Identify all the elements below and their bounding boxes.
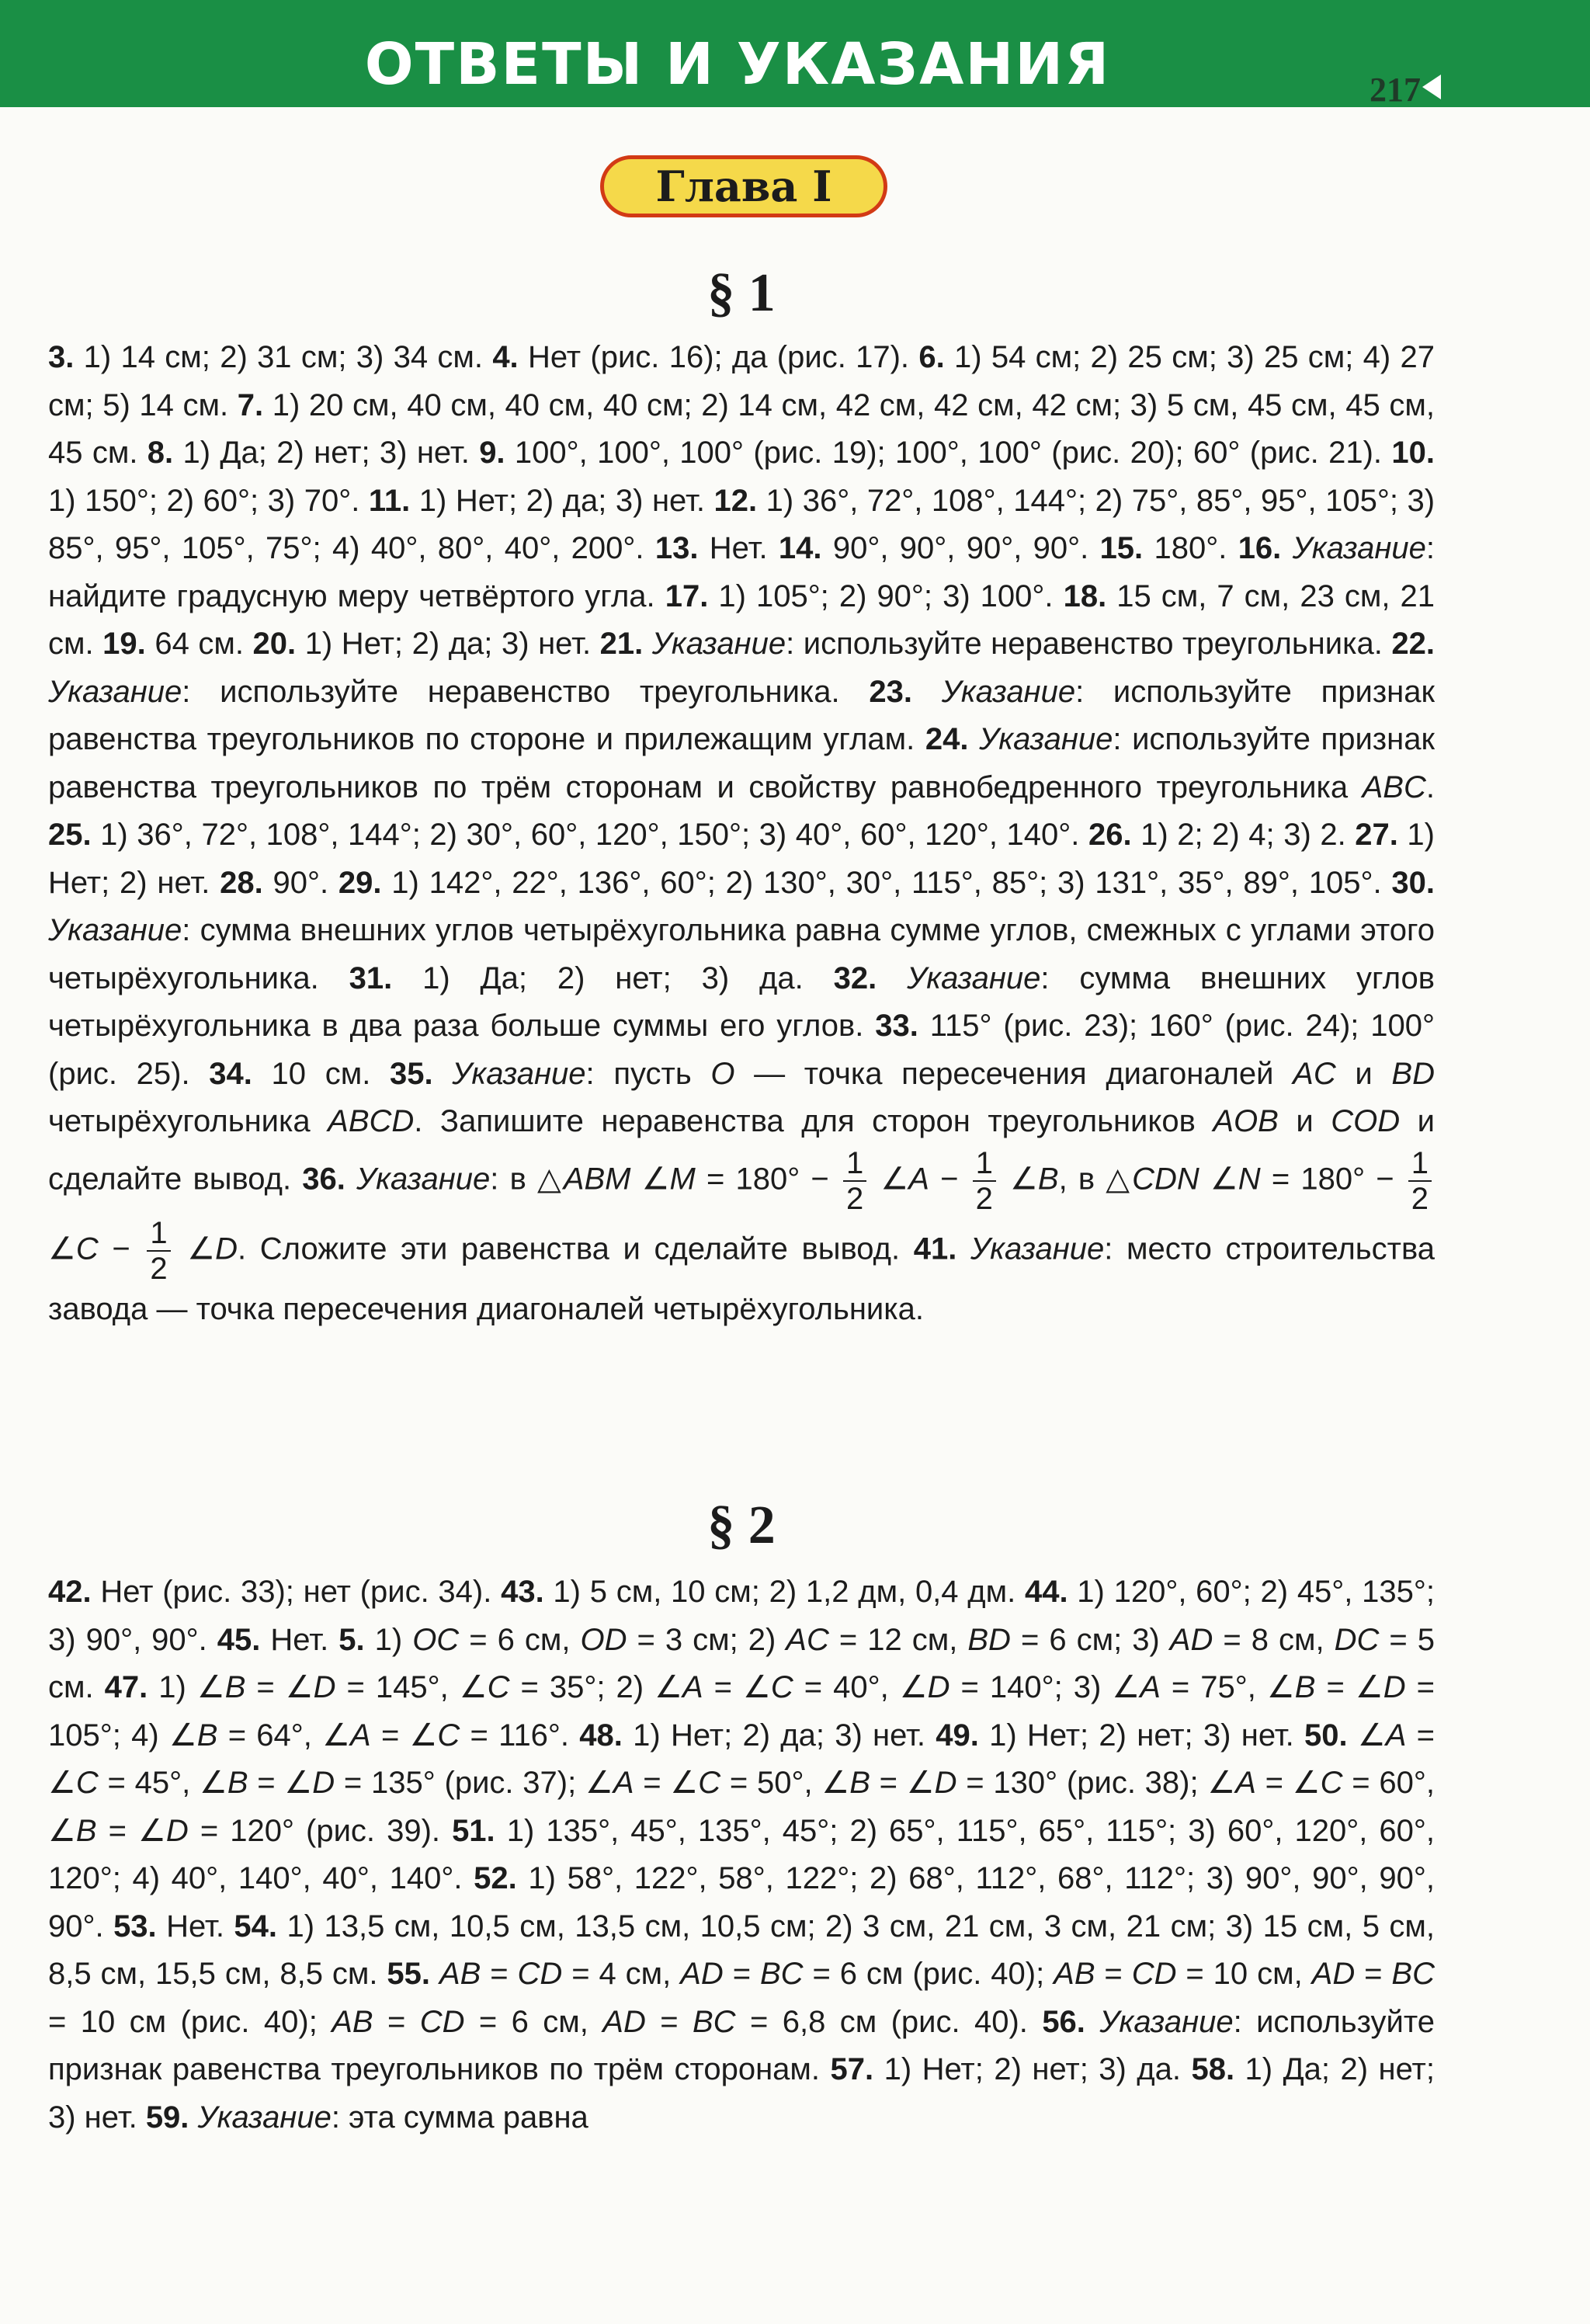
answer-text: 1) Да; 2) нет; 3) нет.: [48, 2052, 1435, 2135]
italic-term: AB: [1054, 1957, 1095, 1991]
answer-text: ∠: [173, 1231, 216, 1266]
exercise-number: 32.: [833, 961, 877, 995]
answer-text: 1) 54 см; 2) 25 см; 3) 25 см; 4) 27 см; 5) 14 см.: [48, 340, 1435, 422]
italic-term: A: [908, 1162, 929, 1197]
answer-text: ∠: [48, 1231, 76, 1266]
exercise-number: 25.: [48, 818, 92, 852]
answer-text: : используйте признак равенства треугольников по трём сторонам и свойству равнобедренного треугольника: [48, 722, 1435, 804]
italic-term: C: [1320, 1766, 1343, 1800]
exercise-number: 6.: [918, 340, 945, 374]
answer-text: : эта сумма равна: [331, 2100, 588, 2135]
italic-term: AD: [1311, 1957, 1356, 1991]
answer-text: = 3 см; 2): [627, 1622, 786, 1657]
exercise-number: 20.: [252, 627, 297, 661]
italic-term: AD: [1169, 1622, 1213, 1657]
answer-text: = ∠: [1315, 1670, 1383, 1704]
italic-term: AOB: [1213, 1104, 1279, 1138]
answer-text: 1) 2; 2) 4; 3) 2.: [1131, 818, 1356, 852]
answer-text: = 75°, ∠: [1160, 1670, 1295, 1704]
answer-text: = 4 см,: [562, 1957, 681, 1991]
answer-text: 1) 20 см, 40 см, 40 см, 40 см; 2) 14 см, 42 см, 42 см, 42 см; 3) 5 см, 45 см, 45 см, 45 см.: [48, 387, 1435, 470]
answer-text: . Запишите неравенства для сторон треугольников: [414, 1104, 1213, 1138]
page-marker-arrow-icon: [1422, 75, 1441, 99]
answer-text: 1) 13,5 см, 10,5 см, 13,5 см, 10,5 см; 2) 3 см, 21 см, 3 см, 21 см; 3) 15 см, 5 см, 8,5 см, 15,5 см, 8,5 см.: [48, 1909, 1436, 1991]
exercise-number: 48.: [579, 1718, 623, 1753]
answer-text: : место строительства завода — точка пересечения диагоналей четырёхугольника.: [48, 1231, 1435, 1326]
answer-text: = 180° −: [1260, 1162, 1405, 1197]
exercise-number: 55.: [387, 1957, 431, 1991]
answer-text: = 60°, ∠: [48, 1766, 1435, 1848]
answer-text: =: [723, 1957, 760, 1991]
fraction-denominator: 2: [1411, 1181, 1429, 1216]
exercise-number: 41.: [913, 1231, 957, 1266]
answer-text: = 50°, ∠: [720, 1766, 850, 1800]
answer-text: = ∠: [870, 1766, 935, 1800]
answer-text: =: [1095, 1957, 1132, 1991]
answer-text: [956, 1231, 970, 1266]
answer-text: 100°, 100°, 100° (рис. 19); 100°, 100° (рис. 20); 60° (рис. 21).: [505, 436, 1392, 470]
answer-text: 1) 142°, 22°, 136°, 60°; 2) 130°, 30°, 115°, 85°; 3) 131°, 35°, 89°, 105°.: [381, 865, 1392, 900]
exercise-number: 7.: [237, 387, 264, 422]
answer-text: [643, 627, 652, 661]
answer-text: — точка пересечения диагоналей: [734, 1056, 1293, 1091]
italic-term: A: [682, 1670, 703, 1704]
exercise-number: 50.: [1304, 1718, 1348, 1753]
answer-text: = 45°, ∠: [98, 1766, 227, 1800]
answer-text: = 8 см,: [1213, 1622, 1335, 1657]
answer-text: 1) 5 см, 10 см; 2) 1,2 дм, 0,4 дм.: [543, 1575, 1025, 1609]
answer-text: ∠: [1347, 1718, 1386, 1753]
exercise-number: 28.: [220, 865, 263, 900]
answer-text: [345, 1162, 356, 1196]
exercise-number: 24.: [925, 722, 969, 756]
exercise-number: 56.: [1042, 2004, 1085, 2039]
italic-term: OD: [580, 1622, 627, 1657]
answer-text: = 6,8 см (рис. 40).: [735, 2004, 1043, 2039]
italic-term: Указание: [48, 674, 182, 709]
answer-text: .: [1425, 769, 1435, 804]
exercise-number: 58.: [1191, 2052, 1235, 2086]
exercise-number: 42.: [48, 1575, 92, 1609]
answer-text: 1) Да; 2) нет; 3) нет.: [173, 436, 480, 470]
header-bar: [0, 0, 1590, 107]
italic-term: D: [313, 1670, 336, 1704]
italic-term: B: [224, 1670, 246, 1704]
answer-text: 1) 150°; 2) 60°; 3) 70°.: [48, 483, 369, 518]
answer-text: 1) Нет; 2) да; 3) нет.: [622, 1718, 936, 1753]
answer-text: 90°, 90°, 90°, 90°.: [821, 531, 1100, 565]
italic-term: C: [770, 1670, 793, 1704]
italic-term: Указание: [356, 1162, 491, 1197]
answer-text: 1) Нет; 2) да; 3) нет.: [296, 627, 600, 661]
answer-text: Нет.: [260, 1622, 339, 1657]
exercise-number: 36.: [302, 1162, 345, 1197]
italic-term: AC: [1293, 1056, 1336, 1091]
italic-term: B: [849, 1766, 870, 1800]
answer-text: = 6 см,: [459, 1622, 581, 1657]
exercise-number: 53.: [113, 1909, 157, 1944]
answer-text: [1281, 531, 1292, 565]
exercise-number: 9.: [479, 436, 505, 470]
italic-term: C: [75, 1766, 99, 1800]
answer-text: 1) 36°, 72°, 108°, 144°; 2) 30°, 60°, 120°, 150°; 3) 40°, 60°, 120°, 140°.: [91, 818, 1088, 852]
answer-text: = 35°; 2) ∠: [509, 1670, 682, 1704]
italic-term: B: [227, 1766, 248, 1800]
italic-term: ABC: [1362, 769, 1426, 804]
italic-term: Указание: [197, 2100, 332, 2135]
italic-term: AB: [332, 2004, 373, 2039]
answer-text: = 6 см,: [464, 2004, 603, 2039]
italic-term: C: [698, 1766, 721, 1800]
answer-text: = 10 см,: [1176, 1957, 1312, 1991]
italic-term: Указание: [941, 674, 1076, 709]
italic-term: N: [1238, 1162, 1261, 1197]
section-heading-2: § 2: [707, 1495, 776, 1555]
exercise-number: 47.: [104, 1670, 148, 1704]
answer-text: : сумма внешних углов четырёхугольника в два раза больше суммы его углов.: [48, 961, 1435, 1043]
italic-term: OC: [412, 1622, 460, 1657]
answer-text: 1) 135°, 45°, 135°, 45°; 2) 65°, 115°, 65°, 115°; 3) 60°, 120°, 60°, 120°; 4) 40°, 140°, 40°, 140°.: [48, 1813, 1435, 1895]
italic-term: D: [1383, 1670, 1406, 1704]
answer-text: = ∠: [634, 1766, 699, 1800]
exercise-number: 22.: [1391, 627, 1436, 661]
answer-text: 1) ∠: [148, 1670, 225, 1704]
exercise-number: 51.: [452, 1813, 495, 1848]
italic-term: A: [1140, 1670, 1161, 1704]
exercise-number: 31.: [349, 961, 393, 995]
answer-text: Нет.: [698, 531, 779, 565]
italic-term: Указание: [907, 961, 1041, 995]
answer-text: 15 см, 7 см, 23 см, 21 см.: [48, 578, 1436, 661]
italic-term: Указание: [452, 1056, 586, 1091]
exercise-number: 54.: [234, 1909, 278, 1944]
italic-term: A: [613, 1766, 634, 1800]
answer-text: [877, 961, 907, 995]
answer-text: 1) 36°, 72°, 108°, 144°; 2) 75°, 85°, 95°, 105°; 3) 85°, 95°, 105°, 75°; 4) 40°, 80°, 40°, 200°.: [48, 483, 1436, 565]
exercise-number: 16.: [1238, 531, 1282, 565]
section-1-answers: [48, 334, 1435, 1333]
italic-term: D: [927, 1670, 950, 1704]
answer-text: = 6 см (рис. 40);: [803, 1957, 1054, 1991]
answer-text: . Сложите эти равенства и сделайте вывод.: [238, 1231, 914, 1266]
fraction: [843, 1146, 866, 1216]
italic-term: B: [196, 1718, 218, 1753]
italic-term: AC: [786, 1622, 829, 1657]
exercise-number: 21.: [599, 627, 644, 661]
italic-term: BC: [759, 1957, 804, 1991]
exercise-number: 27.: [1355, 818, 1398, 852]
italic-term: BD: [1391, 1056, 1435, 1091]
answer-text: Нет (рис. 16); да (рис. 17).: [518, 340, 919, 374]
italic-term: ABM: [563, 1162, 631, 1197]
exercise-number: 45.: [217, 1622, 261, 1657]
answer-text: четырёхугольника: [48, 1104, 328, 1138]
answer-text: ∠: [870, 1162, 909, 1197]
answer-text: 1) Да; 2) нет; 3) да.: [392, 961, 834, 995]
exercise-number: 30.: [1391, 865, 1435, 900]
page-number: 217: [1370, 71, 1421, 109]
answer-text: ∠: [1199, 1162, 1238, 1197]
fraction-denominator: 2: [150, 1251, 168, 1286]
fraction-numerator: 1: [1408, 1146, 1432, 1182]
answer-text: = 10 см (рис. 40);: [48, 2004, 332, 2039]
answer-text: : используйте признак равенства треугольников по стороне и прилежащим углам.: [48, 674, 1436, 756]
answer-text: =: [1355, 1957, 1392, 1991]
answer-text: [912, 675, 942, 709]
answer-text: = 6 см; 3): [1010, 1622, 1170, 1657]
answer-text: = 105°; 4) ∠: [48, 1670, 1435, 1753]
italic-term: Указание: [1099, 2004, 1234, 2039]
exercise-number: 26.: [1088, 818, 1132, 852]
exercise-number: 11.: [368, 483, 411, 518]
answer-text: 1) Нет; 2) нет; 3) да.: [873, 2052, 1192, 2086]
exercise-number: 15.: [1099, 531, 1144, 565]
italic-term: CD: [419, 2004, 465, 2039]
answer-text: 1) Нет; 2) да; 3) нет.: [410, 483, 714, 518]
answer-text: = 135° (рис. 37); ∠: [335, 1766, 613, 1800]
answer-text: [189, 2100, 197, 2135]
answer-text: Нет (рис. 33); нет (рис. 34).: [91, 1575, 502, 1609]
exercise-number: 5.: [338, 1622, 365, 1657]
fraction: [973, 1146, 996, 1216]
italic-term: Указание: [48, 913, 182, 947]
exercise-number: 10.: [1391, 436, 1435, 470]
answer-text: 1): [364, 1622, 413, 1657]
answer-text: = 120° (рис. 39).: [188, 1813, 453, 1848]
exercise-number: 4.: [492, 340, 519, 374]
answer-text: 1) 14 см; 2) 31 см; 3) 34 см.: [74, 340, 493, 374]
answer-text: [433, 1057, 453, 1091]
answer-text: = 180° −: [695, 1162, 840, 1197]
exercise-number: 13.: [654, 531, 699, 565]
fraction-numerator: 1: [843, 1146, 866, 1182]
italic-term: C: [487, 1670, 510, 1704]
answer-text: [430, 1957, 439, 1991]
answer-text: ∠: [998, 1162, 1038, 1197]
fraction-denominator: 2: [975, 1181, 993, 1216]
exercise-number: 12.: [713, 483, 758, 518]
italic-term: D: [312, 1766, 335, 1800]
italic-term: Указание: [1292, 531, 1426, 565]
italic-term: C: [75, 1231, 99, 1266]
answer-text: 180°.: [1143, 531, 1238, 565]
answer-text: 64 см.: [145, 627, 253, 661]
answer-text: =: [481, 1957, 518, 1991]
fraction-numerator: 1: [973, 1146, 996, 1182]
answer-text: и: [1335, 1056, 1392, 1091]
exercise-number: 52.: [474, 1861, 517, 1895]
italic-term: DC: [1334, 1622, 1380, 1657]
answer-text: = ∠: [48, 1718, 1435, 1800]
italic-term: CDN: [1132, 1162, 1199, 1197]
answer-text: [969, 722, 980, 756]
answer-text: =: [373, 2004, 420, 2039]
italic-term: BC: [1391, 1957, 1435, 1991]
answer-text: : найдите градусную меру четвёртого угла.: [48, 531, 1436, 613]
italic-term: D: [215, 1231, 238, 1266]
italic-term: Указание: [651, 627, 786, 661]
italic-term: D: [934, 1766, 957, 1800]
page-header-title: ОТВЕТЫ И УКАЗАНИЯ: [364, 31, 1111, 98]
answer-text: 1) Нет; 2) нет.: [48, 818, 1435, 900]
exercise-number: 18.: [1063, 578, 1107, 613]
italic-term: AD: [602, 2004, 646, 2039]
answer-text: = ∠: [703, 1670, 771, 1704]
answer-text: = ∠: [1255, 1766, 1321, 1800]
italic-term: AD: [680, 1957, 724, 1991]
italic-term: Указание: [970, 1231, 1105, 1266]
answer-text: = 140°; 3) ∠: [949, 1670, 1140, 1704]
exercise-number: 43.: [501, 1575, 544, 1609]
italic-term: BD: [967, 1622, 1011, 1657]
italic-term: B: [1294, 1670, 1316, 1704]
exercise-number: 29.: [338, 865, 382, 900]
chapter-badge: Глава I: [600, 155, 887, 217]
italic-term: A: [1385, 1718, 1407, 1753]
answer-text: : в △: [490, 1162, 564, 1197]
exercise-number: 34.: [209, 1056, 252, 1091]
answer-text: = 116°.: [460, 1718, 580, 1753]
fraction-denominator: 2: [845, 1181, 864, 1216]
exercise-number: 49.: [936, 1718, 979, 1753]
exercise-number: 3.: [48, 340, 75, 374]
italic-term: CD: [517, 1957, 563, 1991]
answer-text: = ∠: [248, 1766, 313, 1800]
italic-term: B: [75, 1813, 97, 1848]
italic-term: CD: [1131, 1957, 1177, 1991]
italic-term: COD: [1331, 1104, 1401, 1138]
answer-text: = 12 см,: [828, 1622, 968, 1657]
italic-term: AB: [439, 1957, 481, 1991]
exercise-number: 59.: [145, 2100, 189, 2135]
answer-text: 1) Нет; 2) нет; 3) нет.: [978, 1718, 1304, 1753]
exercise-number: 57.: [830, 2052, 874, 2086]
fraction-numerator: 1: [147, 1216, 170, 1252]
section-heading-1: § 1: [707, 263, 776, 323]
italic-term: O: [710, 1056, 735, 1091]
answer-text: = ∠: [96, 1813, 166, 1848]
italic-term: ABCD: [328, 1104, 415, 1138]
exercise-number: 44.: [1024, 1575, 1068, 1609]
italic-term: A: [350, 1718, 371, 1753]
answer-text: : сумма внешних углов четырёхугольника равна сумме углов, смежных с углами этого четырёхугольника.: [48, 913, 1435, 995]
answer-text: [1085, 2005, 1099, 2039]
answer-text: : используйте неравенство треугольника.: [786, 627, 1392, 661]
exercise-number: 14.: [778, 531, 822, 565]
fraction: [1408, 1146, 1432, 1216]
exercise-number: 35.: [390, 1056, 433, 1091]
answer-text: и: [1278, 1104, 1331, 1138]
exercise-number: 19.: [102, 627, 146, 661]
answer-text: 1) 120°, 60°; 2) 45°, 135°; 3) 90°, 90°.: [48, 1575, 1435, 1657]
italic-term: Указание: [979, 722, 1113, 756]
answer-text: и сделайте вывод.: [48, 1104, 1435, 1197]
answer-text: : используйте неравенство треугольника.: [182, 674, 870, 709]
answer-text: ∠: [630, 1162, 670, 1197]
exercise-number: 33.: [875, 1009, 918, 1043]
answer-text: : пусть: [585, 1056, 711, 1091]
answer-text: 90°.: [262, 865, 338, 900]
answer-text: = 130° (рис. 38); ∠: [956, 1766, 1236, 1800]
answer-text: : используйте признак равенства треугольников по трём сторонам.: [48, 2004, 1435, 2086]
section-2-answers: [48, 1568, 1435, 2142]
italic-term: M: [669, 1162, 696, 1197]
answer-text: 1) 58°, 122°, 58°, 122°; 2) 68°, 112°, 68°, 112°; 3) 90°, 90°, 90°, 90°.: [48, 1861, 1435, 1944]
answer-text: −: [929, 1162, 970, 1197]
italic-term: D: [165, 1813, 189, 1848]
answer-text: =: [645, 2004, 693, 2039]
exercise-number: 8.: [147, 436, 174, 470]
answer-text: = 145°, ∠: [335, 1670, 488, 1704]
answer-text: , в △: [1058, 1162, 1133, 1197]
fraction: [147, 1216, 170, 1286]
italic-term: BC: [693, 2004, 736, 2039]
exercise-number: 23.: [869, 674, 913, 709]
answer-text: = ∠: [370, 1718, 438, 1753]
italic-term: A: [1235, 1766, 1256, 1800]
answer-text: = 5 см.: [48, 1622, 1436, 1704]
answer-text: −: [98, 1231, 144, 1266]
answer-text: = 40°, ∠: [793, 1670, 928, 1704]
answer-text: 1) 105°; 2) 90°; 3) 100°.: [708, 578, 1064, 613]
answer-text: 115° (рис. 23); 160° (рис. 24); 100° (рис. 25).: [48, 1009, 1435, 1091]
answer-text: = 64°, ∠: [217, 1718, 351, 1753]
italic-term: C: [437, 1718, 460, 1753]
answer-text: = ∠: [245, 1670, 314, 1704]
answer-text: Нет.: [156, 1909, 234, 1944]
italic-term: B: [1037, 1162, 1059, 1197]
answer-text: 10 см.: [252, 1056, 390, 1091]
exercise-number: 17.: [665, 578, 709, 613]
